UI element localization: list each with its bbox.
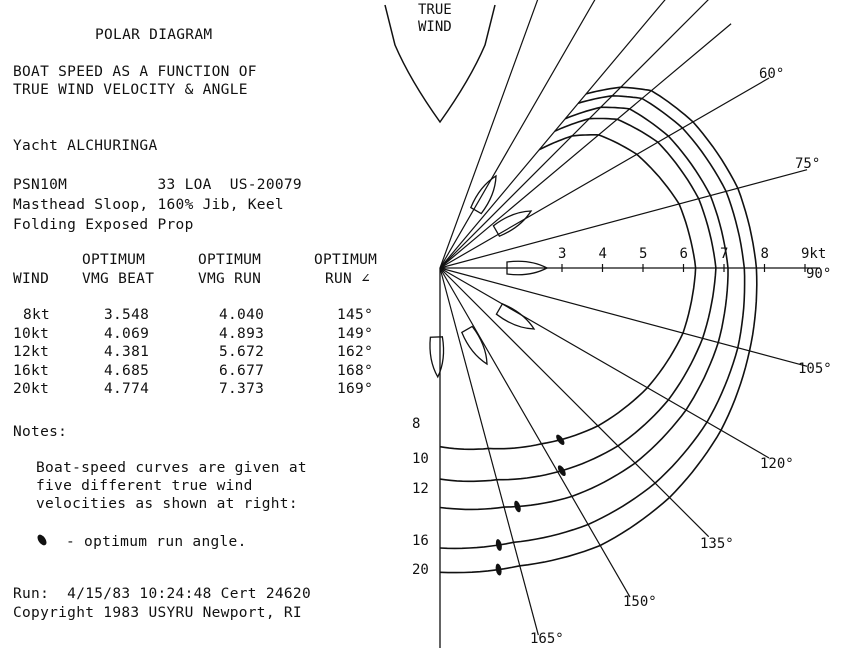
speed-tick-label-4: 4 (598, 246, 607, 262)
angle-label-150: 150° (623, 594, 657, 610)
polar-curves (440, 87, 757, 576)
speed-curve-8 (440, 135, 696, 450)
table-cell-r1-c1: 4.069 (104, 325, 150, 342)
table-cell-r4-c2: 7.373 (219, 381, 265, 397)
optimum-run-marker-10 (556, 464, 567, 477)
subtitle-line-1: BOAT SPEED AS A FUNCTION OF (13, 64, 257, 80)
angle-label-75: 75° (795, 156, 821, 172)
radial-line-30 (440, 0, 630, 268)
optimum-run-marker-20 (495, 563, 503, 576)
table-cell-r1-c2: 4.893 (219, 325, 265, 342)
speed-curve-20 (440, 87, 757, 572)
angle-label-105: 105° (798, 361, 832, 377)
speed-tick-label-3: 3 (558, 246, 567, 262)
speed-tick-label-8: 8 (760, 246, 769, 262)
table-cell-r3-c1: 4.685 (104, 362, 150, 379)
table-cell-r0-c2: 4.040 (219, 307, 265, 323)
table-cell-r4-c1: 4.774 (104, 381, 150, 397)
table-cell-r3-c2: 6.677 (219, 362, 265, 379)
true-wind-label-2: WIND (418, 19, 452, 35)
wind-label-16: 16 (412, 533, 429, 549)
boat-icon-6 (430, 337, 445, 377)
speed-tick-label-6: 6 (679, 246, 688, 262)
yacht-spec-2: Masthead Sloop, 160% Jib, Keel (13, 197, 284, 213)
angle-label-165: 165° (530, 631, 564, 647)
notes-heading: Notes: (13, 424, 68, 440)
table-cell-r1-c3: 149° (337, 325, 374, 342)
radial-line-50 (440, 24, 731, 268)
table-header-run-top: OPTIMUM (198, 252, 262, 268)
table-cell-r4-c0: 20kt (13, 381, 50, 397)
optimum-run-marker-8 (555, 433, 566, 446)
table-cell-r0-c1: 3.548 (104, 307, 150, 323)
boat-icon-2 (493, 205, 534, 237)
yacht-name: Yacht ALCHURINGA (13, 138, 158, 154)
angle-label-60: 60° (759, 66, 785, 82)
yacht-spec-3: Folding Exposed Prop (13, 217, 194, 233)
table-cell-r2-c3: 162° (337, 344, 374, 360)
radial-line-135 (440, 268, 709, 537)
table-header-wind: WIND (13, 271, 50, 287)
speed-tick-label-7: 7 (720, 246, 729, 262)
notes-line-2: five different true wind (36, 478, 253, 494)
radial-line-120 (440, 268, 769, 458)
notes-line-3: velocities as shown at right: (36, 496, 298, 512)
radial-line-165 (440, 268, 538, 635)
table-cell-r3-c0: 16kt (13, 362, 50, 379)
table-cell-r0-c3: 145° (337, 307, 374, 323)
subtitle-line-2: TRUE WIND VELOCITY & ANGLE (13, 82, 248, 98)
copyright: Copyright 1983 USYRU Newport, RI (13, 605, 302, 621)
table-header-angle-top: OPTIMUM (314, 252, 378, 268)
wind-label-10: 10 (412, 451, 429, 467)
wind-label-20: 20 (412, 562, 429, 578)
table-header-beat-top: OPTIMUM (82, 252, 146, 268)
radial-line-45 (440, 0, 709, 268)
angle-label-135: 135° (700, 536, 734, 552)
table-cell-r2-c1: 4.381 (104, 344, 150, 360)
angle-label-120: 120° (760, 456, 794, 472)
notes-legend: - optimum run angle. (66, 534, 247, 550)
table-cell-r1-c0: 10kt (13, 325, 50, 342)
table-header-angle: RUN ∠ (325, 271, 371, 287)
wind-label-12: 12 (412, 481, 429, 497)
boat-icon-5 (461, 326, 493, 367)
speed-tick-label-9: 9kt (801, 246, 827, 262)
yacht-spec-1: PSN10M 33 LOA US-20079 (13, 177, 302, 193)
table-cell-r0-c0: 8kt (23, 307, 51, 323)
table-cell-r2-c2: 5.672 (219, 344, 265, 360)
run-info: Run: 4/15/83 10:24:48 Cert 24620 (13, 586, 311, 602)
table-header-run: VMG RUN (198, 271, 262, 287)
speed-curve-10 (440, 119, 716, 482)
notes-line-1: Boat-speed curves are given at (36, 460, 307, 476)
radial-line-40 (440, 0, 684, 268)
table-cell-r2-c0: 12kt (13, 344, 50, 360)
speed-tick-label-5: 5 (639, 246, 648, 262)
radial-line-105 (440, 268, 807, 366)
table-cell-r4-c3: 169° (337, 381, 374, 397)
radial-line-20 (440, 0, 570, 268)
table-header-beat: VMG BEAT (82, 271, 155, 287)
wind-label-8: 8 (412, 416, 421, 432)
table-cell-r3-c3: 168° (337, 362, 374, 379)
chart-title: POLAR DIAGRAM (95, 27, 213, 43)
optimum-run-marker-16 (495, 539, 503, 552)
true-wind-label-1: TRUE (418, 2, 452, 18)
angle-label-90: 90° (806, 266, 832, 282)
